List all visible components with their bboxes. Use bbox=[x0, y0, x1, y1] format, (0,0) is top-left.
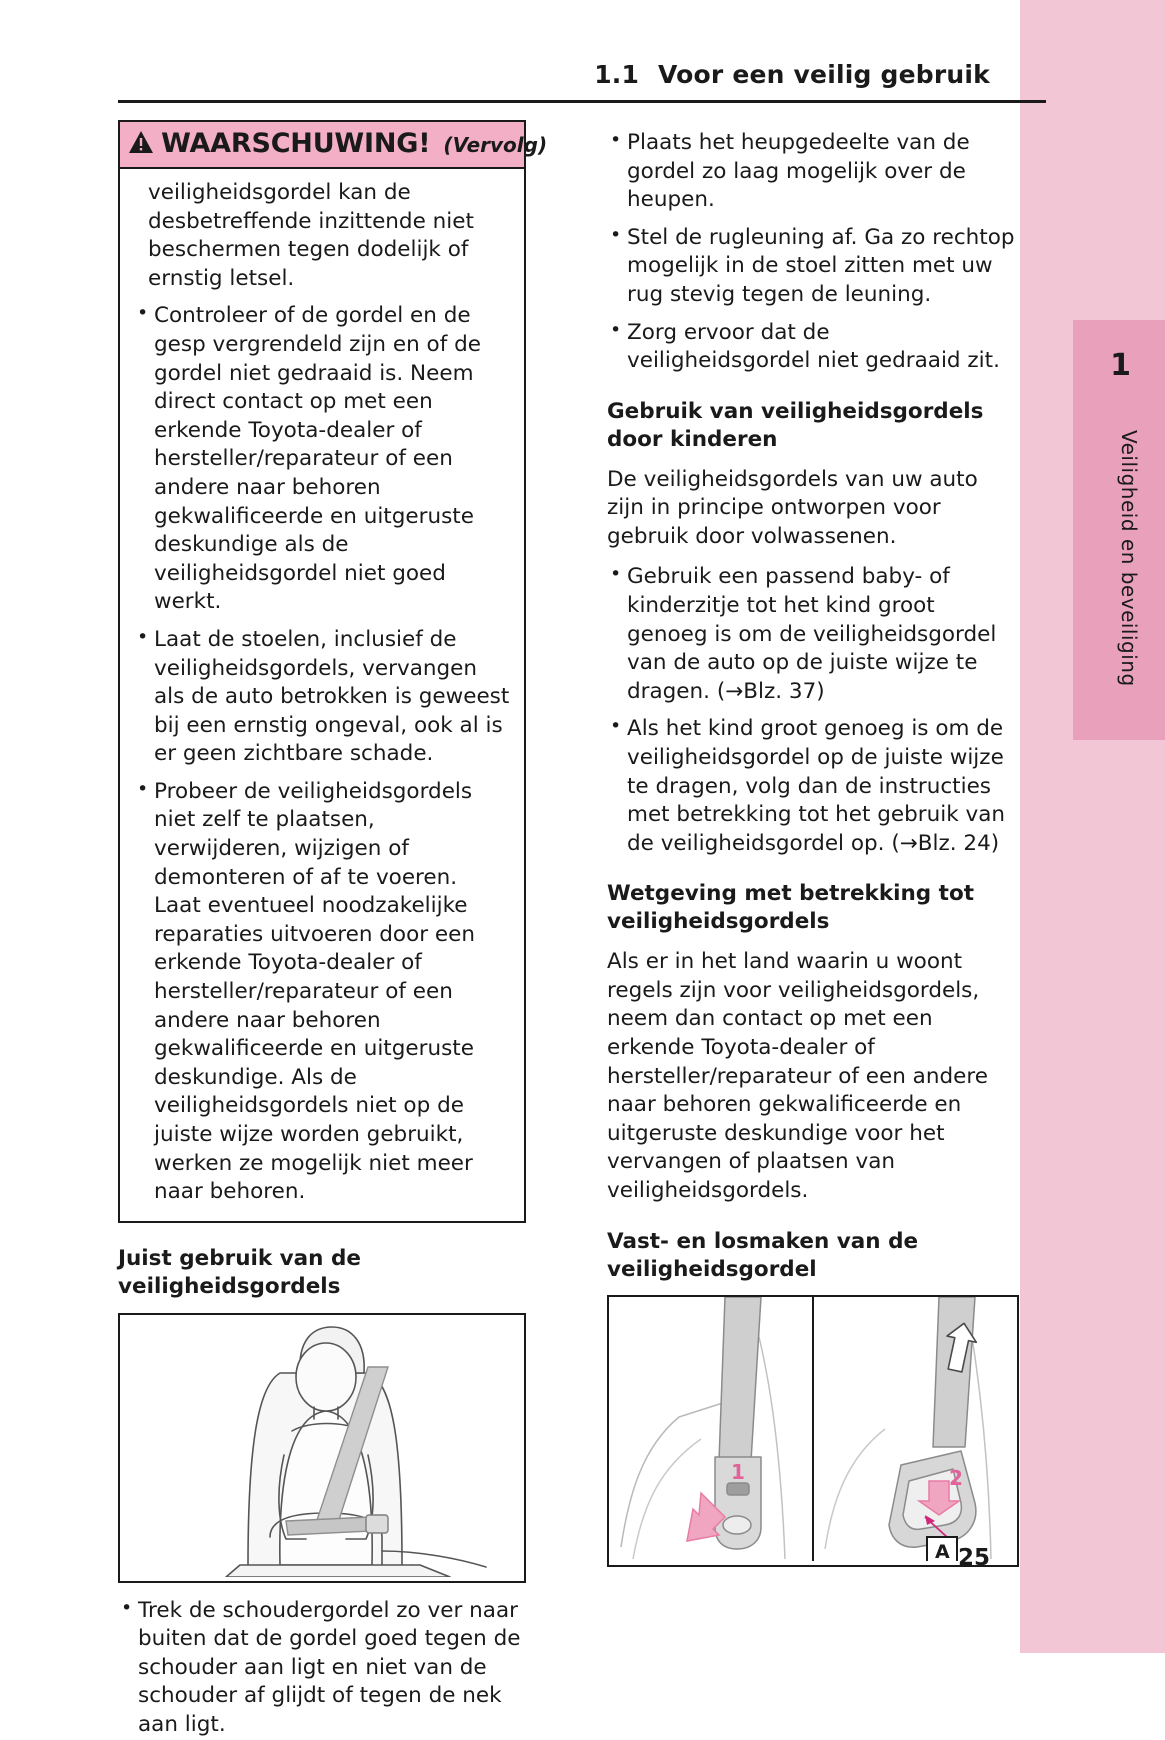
header-section-number: 1.1 bbox=[594, 60, 640, 89]
warning-bullet-list bbox=[134, 302, 510, 1206]
children-intro-text: De veiligheidsgordels van uw auto zijn in principe ontworpen voor gebruik door volwassenen. bbox=[607, 466, 978, 549]
step-1-label: 1 bbox=[731, 1460, 745, 1485]
warning-title: WAARSCHUWING! bbox=[161, 128, 431, 159]
warning-lead-text: veiligheidsgordel kan de desbetreffende inzittende niet beschermen tegen dodelijk of ernstig letsel. bbox=[148, 180, 474, 291]
warning-bullet: • Controleer of de gordel en de gesp vergrendeld zijn en of de gordel niet gedraaid is. Neem direct contact op met een erkende Toyota-dealer of hersteller/reparateur of een andere naar behoren gekwalificeerde en uitgeruste deskundige als de veiligheidsgordel niet goed werkt. bbox=[134, 302, 510, 617]
seat-note-bullet: • Trek de schoudergordel zo ver naar buiten dat de gordel goed tegen de schouder aan ligt en niet van de schouder af glijdt of tegen de nek aan ligt. bbox=[118, 1597, 526, 1740]
chapter-side-band bbox=[1020, 0, 1165, 1653]
header-divider bbox=[118, 100, 1046, 103]
right-column bbox=[607, 120, 1019, 1567]
step-2-label: 2 bbox=[949, 1466, 963, 1491]
right-top-bullet: • Plaats het heupgedeelte van de gordel zo laag mogelijk over de heupen. bbox=[607, 129, 1019, 215]
buckle-illustration bbox=[609, 1297, 1017, 1561]
warning-bullet: • Laat de stoelen, inclusief de veiligheidsgordels, vervangen als de auto betrokken is geweest bij een ernstig ongeval, ook al is er geen zichtbare schade. bbox=[134, 626, 510, 769]
heading-fasten-release: Vast- en losmaken van de veiligheidsgordel bbox=[607, 1228, 919, 1282]
warning-continued-label: (Vervolg) bbox=[443, 133, 548, 157]
page-header bbox=[594, 60, 990, 89]
seated-occupant-illustration bbox=[120, 1315, 524, 1577]
chapter-title: Veiligheid en beveiliging bbox=[1117, 430, 1141, 687]
chapter-number: 1 bbox=[1110, 348, 1131, 383]
right-top-bullet: • Zorg ervoor dat de veiligheidsgordel niet gedraaid zit. bbox=[607, 319, 1019, 376]
children-bullet: • Als het kind groot genoeg is om de veiligheidsgordel op de juiste wijze te dragen, volg dan de instructies met betrekking tot het gebruik van de veiligheidsgordel op. (→Blz. 24) bbox=[607, 715, 1019, 858]
left-column bbox=[118, 120, 548, 1740]
warning-bullet: • Probeer de veiligheidsgordels niet zelf te plaatsen, verwijderen, wijzigen of demonteren of af te voeren. Laat eventueel noodzakelijke reparaties uitvoeren door een erkende Toyota-dealer of hersteller/reparateur of een andere naar behoren gekwalificeerde en uitgeruste deskundige. Als de veiligheidsgordels niet op de juiste wijze worden gebruikt, werken ze mogelijk niet meer naar behoren. bbox=[134, 778, 510, 1207]
figure-seated-occupant bbox=[118, 1313, 526, 1583]
heading-correct-use: Juist gebruik van de veiligheidsgordels bbox=[118, 1245, 361, 1299]
page-number: 25 bbox=[957, 1545, 990, 1571]
figure-buckle-steps bbox=[607, 1295, 1019, 1567]
header-section-title: Voor een veilig gebruik bbox=[657, 60, 990, 89]
warning-box bbox=[118, 120, 548, 1223]
children-bullet: • Gebruik een passend baby- of kinderzitje tot het kind groot genoeg is om de veiligheidsgordel van de auto op de juiste wijze te dragen. (→Blz. 37) bbox=[607, 563, 1019, 706]
legislation-text: Als er in het land waarin u woont regels zijn voor veiligheidsgordels, neem dan contact op met een erkende Toyota-dealer of hersteller/reparateur of een andere naar behoren gekwalificeerde en uitgeruste deskundige voor het vervangen of plaatsen van veiligheidsgordels. bbox=[607, 949, 988, 1203]
heading-legislation: Wetgeving met betrekking tot veiligheidsgordels bbox=[607, 881, 975, 935]
warning-triangle-icon bbox=[128, 130, 154, 154]
figure-seat-notes bbox=[118, 1597, 526, 1740]
right-top-bullet-list bbox=[607, 129, 1019, 376]
children-bullet-list bbox=[607, 563, 1019, 858]
heading-children-use: Gebruik van veiligheidsgordels door kinderen bbox=[607, 398, 984, 452]
warning-body bbox=[120, 169, 524, 1221]
seat-note-list bbox=[118, 1597, 526, 1740]
callout-a-label: A bbox=[935, 1541, 950, 1562]
right-top-bullet: • Stel de rugleuning af. Ga zo rechtop mogelijk in de stoel zitten met uw rug stevig tegen de leuning. bbox=[607, 224, 1019, 310]
warning-header bbox=[120, 122, 548, 169]
